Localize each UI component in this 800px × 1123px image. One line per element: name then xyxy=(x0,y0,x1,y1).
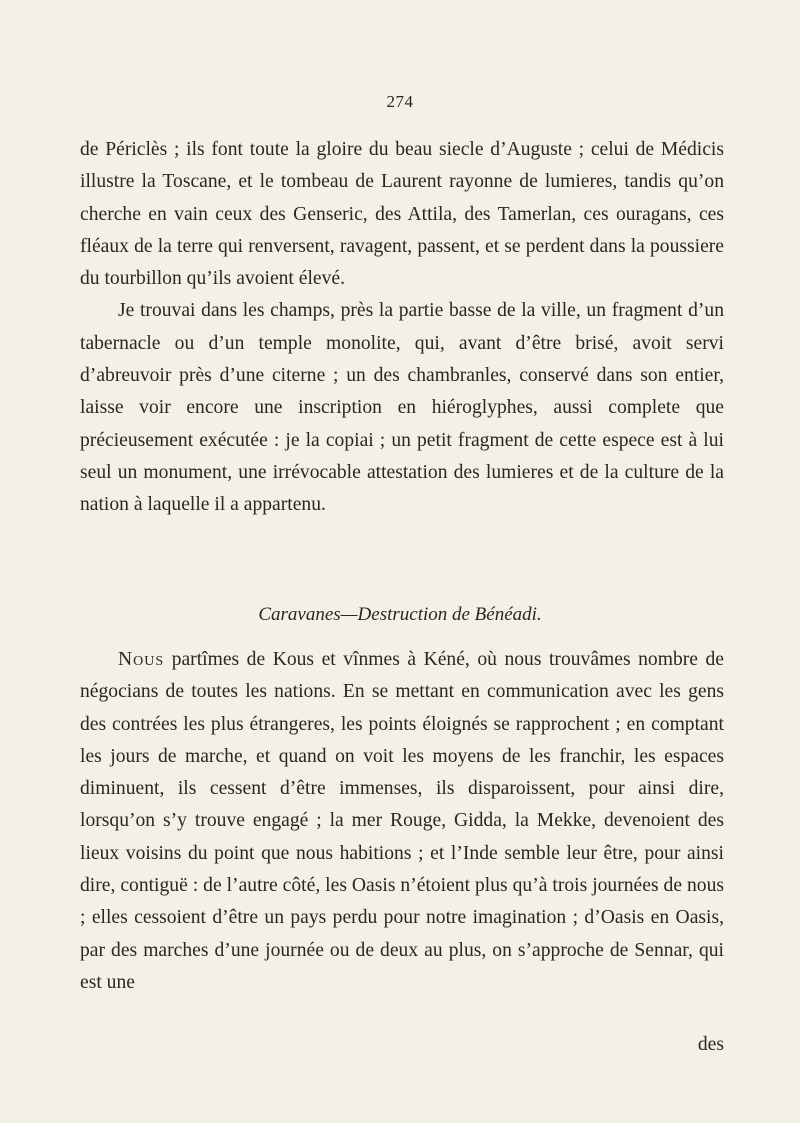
page-number: 274 xyxy=(386,92,414,111)
text-block-upper xyxy=(80,134,724,522)
text-block-lower xyxy=(80,644,724,999)
paragraph-tabernacle: Je trouvai dans les champs, près la partie basse de la ville, un fragment d’un tabernacle ou d’un temple monolite, qui, avant d’être brisé, avoit servi d’abreuvoir près d’une citerne ; un des chambranles, conservé dans son entier, laisse voir encore une inscription en hiéroglyphes, aussi complete que précieusement exécutée : je la copiai ; un petit fragment de cette espece est à lui seul un monument, une irrévocable attestation des lumieres et de la culture de la nation à laquelle il a appartenu. xyxy=(80,300,724,516)
paragraph-body: partîmes de Kous et vînmes à Kéné, où nous trouvâmes nombre de négocians de toutes les nations. En se mettant en communication avec les gens des contrées les plus étrangeres, les points éloignés se rapprochent ; en comptant les jours de marche, et quand on voit les moyens de les franchir, les espaces diminuent, ils cessent d’être immenses, ils disparoissent, pour ainsi dire, lorsqu’on s’y trouve engagé ; la mer Rouge, Gidda, la Mekke, devenoient des lieux voisins du point que nous habitions ; et l’Inde semble leur être, pour ainsi dire, contiguë : de l’autre côté, les Oasis n’étoient plus qu’à trois journées de nous ; elles cessoient d’être un pays perdu pour notre imagination ; d’Oasis en Oasis, par des marches d’une journée ou de deux au plus, on s’approche de Sennar, qui est une xyxy=(80,649,724,993)
paragraph-caravanes xyxy=(80,644,724,999)
catchword: des xyxy=(697,1034,724,1055)
paragraph-lead-word: Nous xyxy=(118,649,165,670)
section-heading: Caravanes—Destruction de Bénéadi. xyxy=(258,604,542,625)
paragraph-continuation: de Périclès ; ils font toute la gloire du beau siecle d’Auguste ; celui de Médicis illustre la Toscane, et le tombeau de Laurent rayonne de lumieres, tandis qu’on cherche en vain ceux des Genseric, des Attila, des Tamerlan, ces ouragans, ces fléaux de la terre qui renversent, ravagent, passent, et se perdent dans la poussiere du tourbillon qu’ils avoient élevé. xyxy=(80,139,724,290)
